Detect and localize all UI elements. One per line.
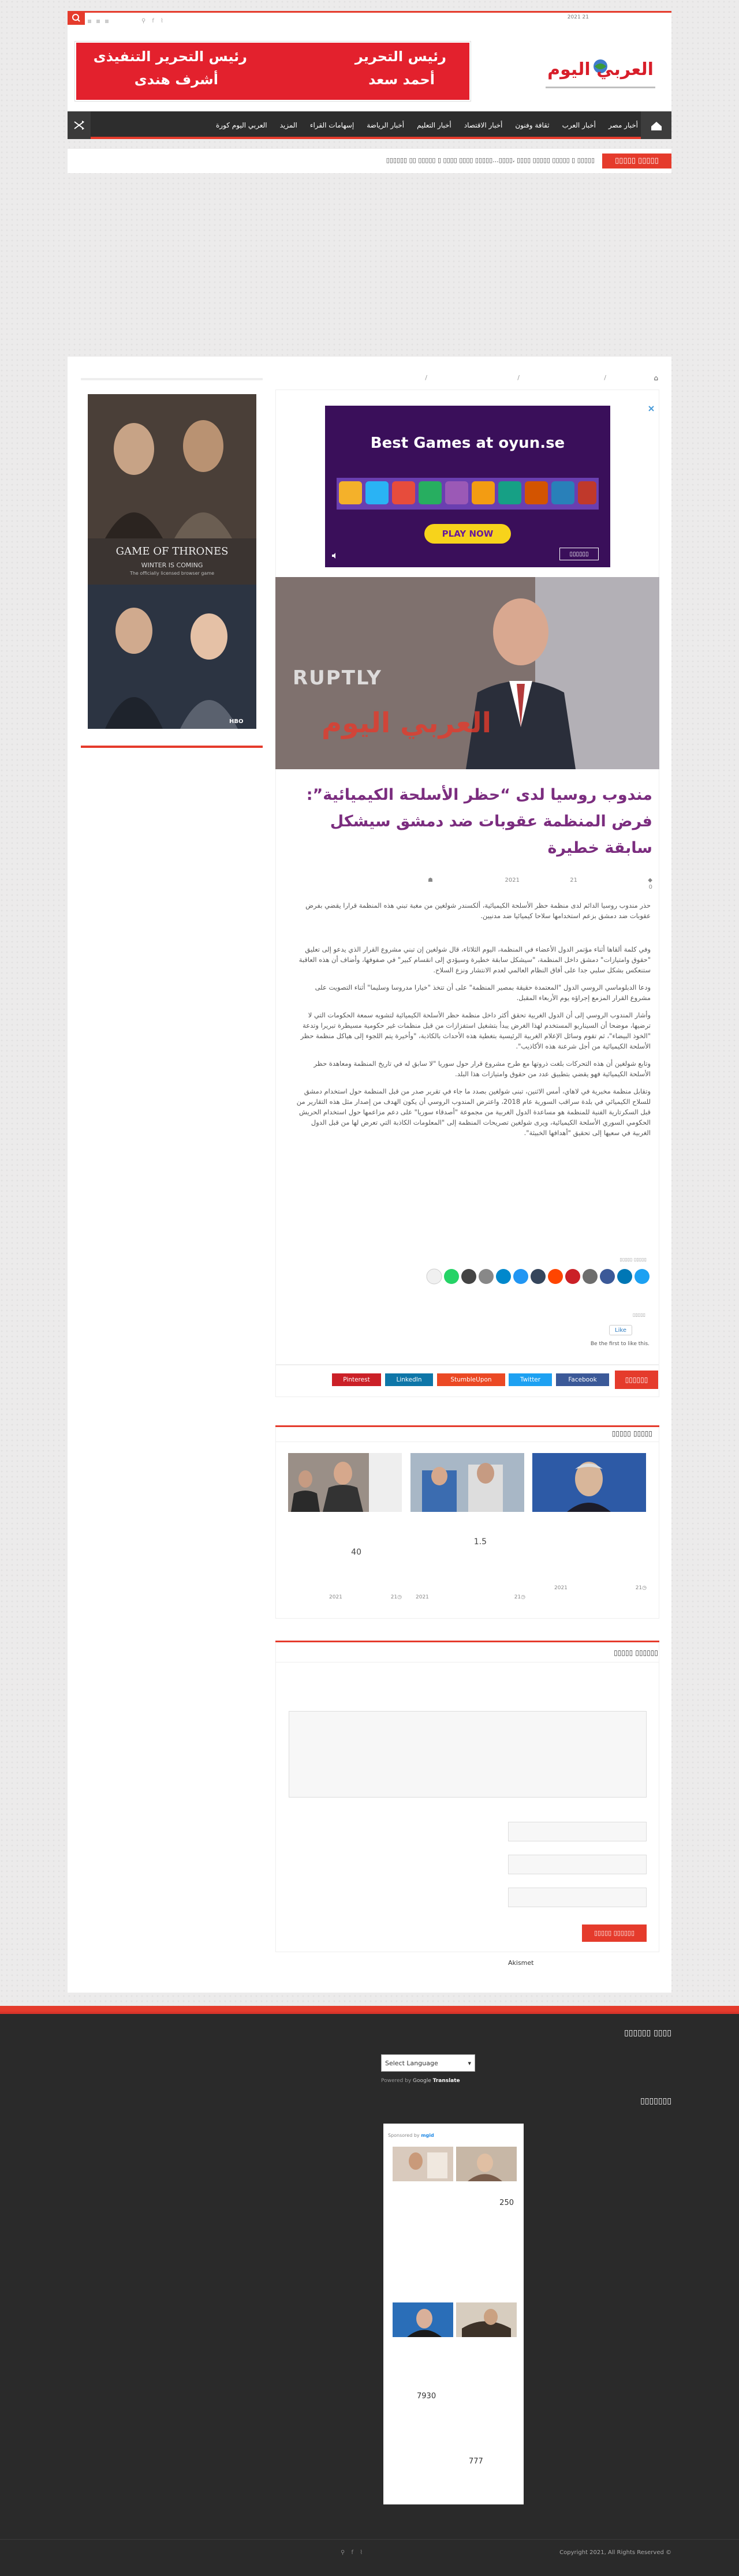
random-post-button[interactable] [68, 111, 91, 139]
comment-count[interactable]: 0 [648, 884, 652, 890]
related-title-3[interactable]: 40 [351, 1548, 361, 1557]
header-banner[interactable] [75, 42, 471, 101]
nav-item-economy[interactable]: أخبار الاقتصاد [464, 121, 503, 129]
article-paragraph: ودعا الدبلوماسي الروسي الدول "المعتمدة حقيقة بمصير المنظمة" على أن تتخذ "خيارا مدروسا وسليما" أثناء التصويت على مشروع القرار المزمع إجراؤه يوم الأربعاء المقبل. [315, 983, 651, 1002]
like-text: Be the first to like this. [590, 1341, 650, 1347]
photo-label: RUPTLY [293, 667, 382, 690]
share-stumbleupon-button[interactable]: StumbleUpon [437, 1373, 505, 1386]
article-title-line: مندوب روسيا لدى “حظر الأسلحة الكيميائية”: [306, 786, 652, 804]
powered-by [381, 2078, 479, 2085]
breadcrumb-sep: / [517, 374, 520, 381]
footer-social [341, 2549, 375, 2558]
search-button[interactable] [68, 11, 85, 25]
google-label[interactable]: Google [413, 2078, 431, 2084]
share-bar-label: ▯▯▯▯▯▯ [615, 1371, 658, 1389]
shuffle-icon [68, 111, 91, 139]
ad-title: Best Games at oyun.se [370, 435, 565, 452]
like-label: ▯▯▯▯▯ [632, 1312, 645, 1317]
nav-items [124, 111, 638, 139]
article-title-line: فرض المنظمة عقوبات ضد دمشق سيشكل [330, 813, 652, 830]
article-paragraph: وتابع شولغين أن هذه التحركات بلغت ذروتها مع طرح مشروع قرار حول سوريا "لا سابق له في تاريخ المنظمة ومعاهدة حظر الأسلحة الكيميائية فهو يقضي بتطبيق عدد من حقوق وامتيازات هذا البلد. [313, 1059, 651, 1078]
divider [275, 1441, 659, 1442]
game-ad[interactable] [325, 406, 610, 567]
comment-top-border [275, 1641, 659, 1642]
sponsored-thumb[interactable] [393, 2147, 453, 2181]
related-top-border [275, 1425, 659, 1427]
language-select-value: Select Language [385, 2060, 438, 2067]
share-icons-row [416, 1268, 650, 1285]
meta-date: 2021 [505, 877, 520, 883]
breaking-news-label: ▯▯▯▯▯ ▯▯▯▯▯ [602, 153, 671, 169]
nav-item-egypt[interactable]: أخبار مصر [608, 121, 638, 129]
related-date-1: 21◷ [635, 1585, 647, 1591]
home-icon [641, 111, 671, 139]
breadcrumb [277, 374, 658, 383]
meta-day: 21 [570, 877, 577, 883]
article-paragraph: حذر مندوب روسيا الدائم لدى منظمة حظر الأسلحة الكيميائية، ألكسندر شولغين من مغبة تبني هذه المنظمة قرارا يقضي بفرض عقوبات ضد دمشق بزعم استخدامها سلاحا كيميائيا ضد مدنيين. [305, 901, 651, 920]
ad-small-button[interactable]: ▯▯▯▯▯▯ [559, 548, 599, 560]
article-paragraph: وتقابل منظمة مخبرية في لاهاي، أمس الاثنين، تبنى شولغين بصدد ما جاء في تقرير صدر من قبل المنظمة حول استخدام دمشق للسلاح الكيميائي في بلدة سراقب السورية عام 2018، واعترض المندوب الروسي أن يكون الهدف من إصدار مثل هذه التقارير من قبل السكرتارية الفنية للمنظمة هو مساعدة الدول الغربية من مجموعة "أصدقاء سوريا" على دعم مزاعمها حول استخدام الحريش الحكومي السوري الأسلحة الكيميائية، ويرى شولغين تصريحات المنظمة إلى "المعلومات الكاذبة التي تعرض لها من قبل الدول الغربية في سعيها إلى تحقيق "أهدافها الخبيثة". [296, 1087, 651, 1137]
comment-name-input[interactable] [508, 1822, 647, 1841]
exec-editor-title: رئيس التحرير التنفيذى [93, 48, 247, 65]
search-icon [68, 11, 85, 25]
language-select[interactable] [381, 2054, 475, 2072]
sponsored-number-3: 777 [469, 2457, 483, 2466]
nav-item-culture[interactable]: ثقافة وفنون [515, 121, 550, 129]
top-links [88, 14, 134, 21]
nav-home-button[interactable] [641, 111, 671, 139]
sidebar-ad[interactable] [88, 394, 256, 729]
share-twitter-button[interactable]: Twitter [509, 1373, 552, 1386]
translate-label[interactable]: Translate [432, 2078, 460, 2084]
related-day: 21 [514, 1594, 521, 1600]
breadcrumb-sep: / [425, 374, 427, 381]
comment-submit-button[interactable]: ▯▯▯▯▯ ▯▯▯▯▯▯ [582, 1924, 647, 1942]
share-facebook-button[interactable]: Facebook [556, 1373, 609, 1386]
side-ad-tagline: WINTER IS COMING [141, 561, 203, 569]
sponsored-by-label: Sponsored by [388, 2133, 420, 2138]
photo-watermark: العربي اليوم [322, 707, 492, 739]
social-icons [141, 14, 176, 22]
nav-item-education[interactable]: أخبار التعليم [417, 121, 451, 129]
article-title-line: سابقة خطيرة [547, 839, 652, 857]
nav-item-more[interactable]: المزيد [279, 121, 297, 129]
editor-title: رئيس التحرير [354, 48, 446, 65]
ad-play-button[interactable]: PLAY NOW [424, 524, 511, 544]
site-logo[interactable] [540, 43, 661, 95]
akismet-text: Akismet [508, 1959, 534, 1967]
breadcrumb-sep: / [604, 374, 606, 381]
related-heading: ▯▯▯▯▯ ▯▯▯▯▯ [611, 1429, 652, 1437]
related-thumb-2[interactable] [410, 1453, 524, 1512]
sponsored-thumb[interactable] [456, 2302, 517, 2337]
comment-email-input[interactable] [508, 1855, 647, 1874]
top-date: 2021 21 [567, 14, 589, 20]
comment-website-input[interactable] [508, 1888, 647, 1907]
nav-item-arab[interactable]: أخبار العرب [562, 121, 596, 129]
share-pinterest-button[interactable]: Pinterest [332, 1373, 381, 1386]
related-date-3: 21◷ [390, 1594, 402, 1600]
nav-item-readers[interactable]: إسهامات القراء [309, 121, 354, 129]
article-title [283, 782, 652, 862]
mgid-label[interactable]: mgid [421, 2133, 434, 2138]
footer-divider [0, 2539, 739, 2540]
article-meta [283, 877, 652, 890]
related-title-2[interactable]: 1.5 [473, 1537, 487, 1547]
user-icon: ◆ [648, 877, 652, 883]
comment-heading: ▯▯▯▯▯ ▯▯▯▯▯▯ [614, 1649, 658, 1657]
logo-text: العربي اليوم [547, 59, 654, 80]
sponsored-by [388, 2133, 492, 2140]
comment-textarea[interactable] [289, 1711, 647, 1798]
ad-game-thumbs [337, 478, 599, 510]
translate-heading-text: ▯▯▯▯▯▯ ▯▯▯▯ [624, 2028, 671, 2038]
related-day: 21 [390, 1594, 398, 1600]
sidebar-bottom [81, 746, 263, 748]
related-thumb-1[interactable] [532, 1453, 646, 1512]
article-body [296, 900, 651, 1145]
rss-icon[interactable]: ⌇ [161, 18, 163, 24]
powered-by-label: Powered by [381, 2078, 412, 2084]
article-photo [275, 577, 659, 769]
nav-item-football[interactable]: العربي اليوم كورة [216, 121, 267, 129]
article-paragraph: وفي كلمة ألقاها أثناء مؤتمر الدول الأعضاء في المنظمة، اليوم الثلاثاء، قال شولغين إن تبني مشروع القرار الذي يدعو إلى تعليق "حقوق وامتيازات" دمشق داخل المنظمة، "سيشكل سابقة خطيرة وسيؤدي إلى انقسام كبير" في صفوفها، وأضاف أن هذه العاقبة ستنعكس بشكل سلبي جدا على أفاق النظام العالمي لعدم الانتشار ونزع السلاح. [298, 945, 651, 974]
side-ad-brand: HBO [229, 718, 244, 725]
footer [0, 2006, 739, 2576]
sponsored-thumb[interactable] [393, 2302, 453, 2337]
share-linkedin-button[interactable]: LinkedIn [385, 1373, 433, 1386]
related-year-1: 2021 [554, 1585, 568, 1591]
side-ad-title: GAME OF THRONES [115, 545, 229, 557]
mute-icon[interactable] [331, 551, 339, 559]
chevron-down-icon: ▾ [468, 2060, 471, 2067]
editor-name: أحمد سعد [368, 72, 435, 88]
translate-heading [595, 2027, 671, 2037]
facebook-icon[interactable]: f [351, 2549, 354, 2556]
copyright: Copyright 2021, All Rights Reserved © [559, 2549, 671, 2556]
related-date-2: 21◷ [514, 1594, 525, 1600]
sidebar-top [81, 378, 263, 380]
breadcrumb-home[interactable]: ⌂ [654, 374, 658, 382]
ad-close-icon[interactable] [647, 404, 655, 412]
footer-stripe [0, 2012, 739, 2014]
sponsored-number-2: 7930 [417, 2392, 436, 2401]
article-paragraph: وأشار المندوب الروسي إلى أن الدول الغربية تحقق أكثر داخل منظمة حظر الأسلحة الكيميائية لتشويه سمعة الحكومات التي لا ترضيها، موضحا أن السيناريو المستخدم لهذا الغرض يبدأ بتشغيل استفزازات من قبل منظمات غير حكومية مسيطرة تبريرا وتدعة "الخوذ البيضاء"، ثم تقوم وسائل الإعلام الغربية الرئيسية بتغطية هذه الأحداث بالكاذبة، "وأخيرة يتم اللجوء إلى هياكل منظمة حظر الأسلحة الكيميائية من أجل شرعنة هذه الأكاذيب". [300, 1011, 651, 1050]
related-year-3: 2021 [329, 1594, 342, 1600]
breaking-news-text[interactable]: ▯▯▯▯▯ ▯ ▯▯▯▯▯ ▯▯▯▯▯ ▯▯▯▯ ،▯▯▯▯...▯▯▯▯▯ ▯▯▯▯ ▯▯▯▯ ▯ ▯▯▯▯▯ ▯▯ ▯▯▯▯▯▯ [386, 156, 595, 164]
widget-heading-text: ▯▯▯▯▯▯▯ [640, 2096, 671, 2106]
views-icon: ☗ [428, 877, 433, 883]
nav-item-sports[interactable]: أخبار الرياضة [367, 121, 405, 129]
share-label: ▯▯▯▯▯ ▯▯▯▯▯ [619, 1257, 647, 1262]
exec-editor-name: أشرف هندى [134, 72, 218, 88]
twitter-icon[interactable]: ⚲ [141, 18, 146, 24]
related-year-2: 2021 [416, 1594, 429, 1600]
facebook-icon[interactable]: f [152, 18, 154, 24]
like-button[interactable]: Like [609, 1325, 632, 1335]
sponsored-thumb[interactable] [456, 2147, 517, 2181]
related-day: 21 [635, 1585, 643, 1591]
divider [275, 1662, 659, 1663]
sponsored-number-1: 250 [499, 2199, 514, 2207]
rss-icon[interactable]: ⌇ [360, 2549, 363, 2556]
twitter-icon[interactable]: ⚲ [341, 2549, 345, 2556]
side-ad-sub: The officially licensed browser game [129, 571, 215, 576]
related-thumb-3[interactable] [288, 1453, 402, 1512]
widget-heading [595, 2095, 671, 2105]
